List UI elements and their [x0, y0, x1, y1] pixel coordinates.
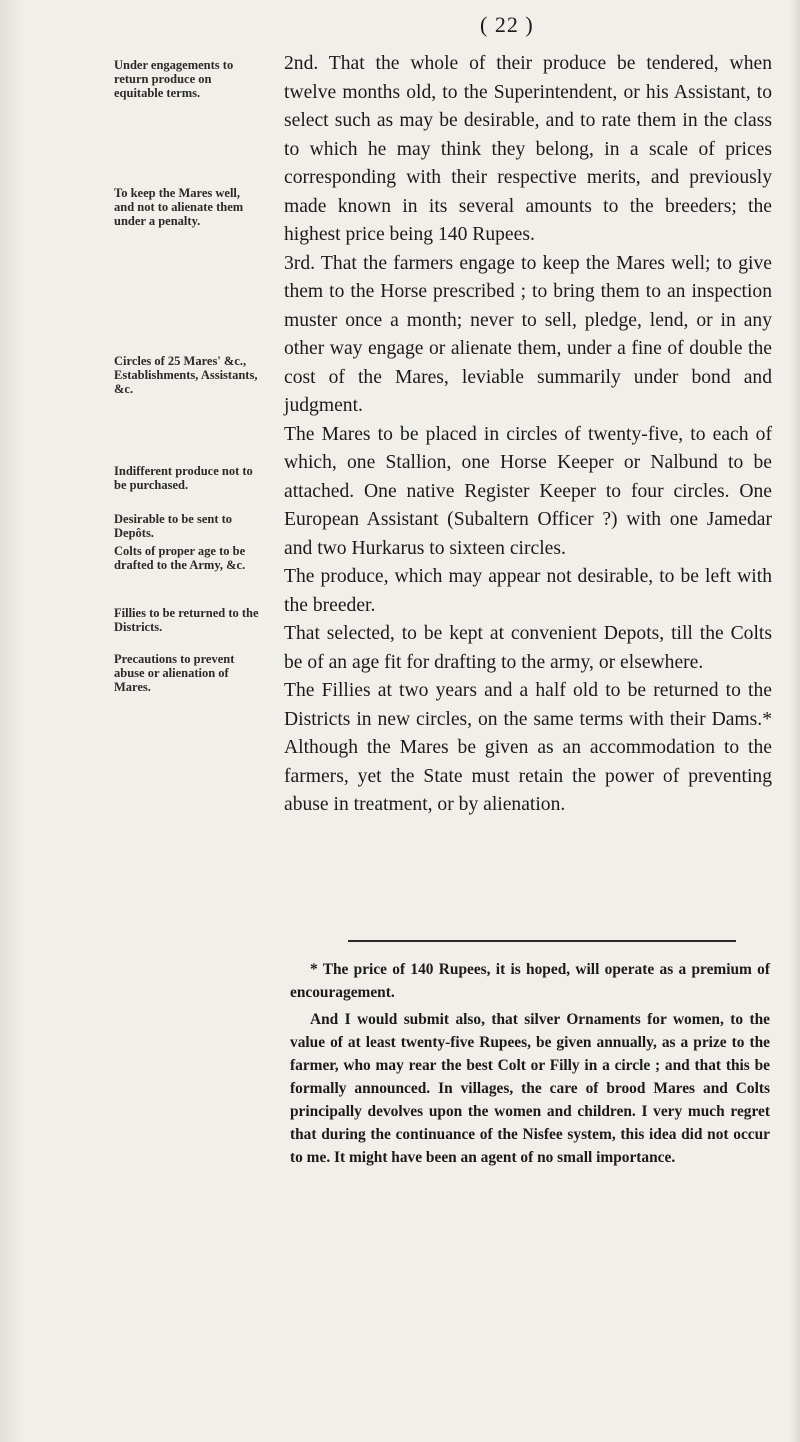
footnote-divider: [348, 940, 736, 942]
margin-note-under-engagements: Under engagements to return produce on equitable terms.: [114, 58, 234, 100]
paragraph-fillies: The Fillies at two years and a half old to be returned to the Districts in new circles, on the same terms with their Dams.* Although the Mares be given as an accommodation to the farmers, yet the State must retain the power of preventing abuse in treatment, or by alienation.: [284, 680, 772, 815]
paragraph-second: 2nd. That the whole of their produce be tendered, when twelve months old, to the Superintendent, or his Assistant, to select such as may be desirable, and to rate them in the class to which he may think they belong, in a scale of prices corresponding with their respective merits, and previously made known in its several amounts to the breeders; the highest price being 140 Rupees.: [284, 53, 772, 245]
margin-note-indifferent-produce: Indifferent produce not to be purchased.: [114, 464, 253, 492]
footnote-price: * The price of 140 Rupees, it is hoped, will operate as a premium of encouragement.: [290, 961, 770, 1001]
margin-note-fillies-returned: Fillies to be returned to the Districts.: [114, 606, 259, 634]
paragraph-selected: That selected, to be kept at convenient Depots, till the Colts be of an age fit for drafting to the army, or elsewhere.: [284, 623, 772, 673]
margin-note-keep-mares: To keep the Mares well, and not to alienate them under a penalty.: [114, 186, 244, 228]
footnotes: [290, 958, 770, 1173]
page-left-edge: [0, 0, 24, 1442]
paragraph-circles: The Mares to be placed in circles of twenty-five, to each of which, one Stallion, one Horse Keeper or Nalbund to be attached. One native Register Keeper to four circles. One European Assistant (Subaltern Officer ?) with one Jamedar and two Hurkarus to sixteen circles.: [284, 423, 772, 559]
paragraph-third: 3rd. That the farmers engage to keep the Mares well; to give them to the Horse prescribed ; to bring them to an inspection muster once a month; never to sell, pledge, lend, or in any other way engage or alienate them, under a fine of double the cost of the Mares, leviable summarily under bond and judgment.: [284, 252, 772, 416]
footnote-ornaments: And I would submit also, that silver Ornaments for women, to the value of at least twenty-five Rupees, be given annually, as a prize to the farmer, who may rear the best Colt or Filly in a circle ; and that this be formally announced. In villages, the care of brood Mares and Colts principally devolves upon the women and children. I very much regret that during the continuance of the Nisfee system, this idea did not occur to me. It might have been an agent of no small importance.: [290, 1011, 770, 1166]
margin-note-colts-drafted: Colts of proper age to be drafted to the Army, &c.: [114, 544, 246, 572]
page-right-edge: [790, 0, 800, 1442]
margin-note-circles: Circles of 25 Mares' &c., Establishments, Assistants, &c.: [114, 354, 258, 396]
margin-note-desirable-depots: Desirable to be sent to Depôts.: [114, 512, 233, 540]
paragraph-produce: The produce, which may appear not desirable, to be left with the breeder.: [284, 566, 772, 616]
margin-note-precautions: Precautions to prevent abuse or alienation of Mares.: [114, 652, 235, 694]
page-number: ( 22 ): [480, 12, 534, 37]
main-text: [284, 50, 772, 820]
